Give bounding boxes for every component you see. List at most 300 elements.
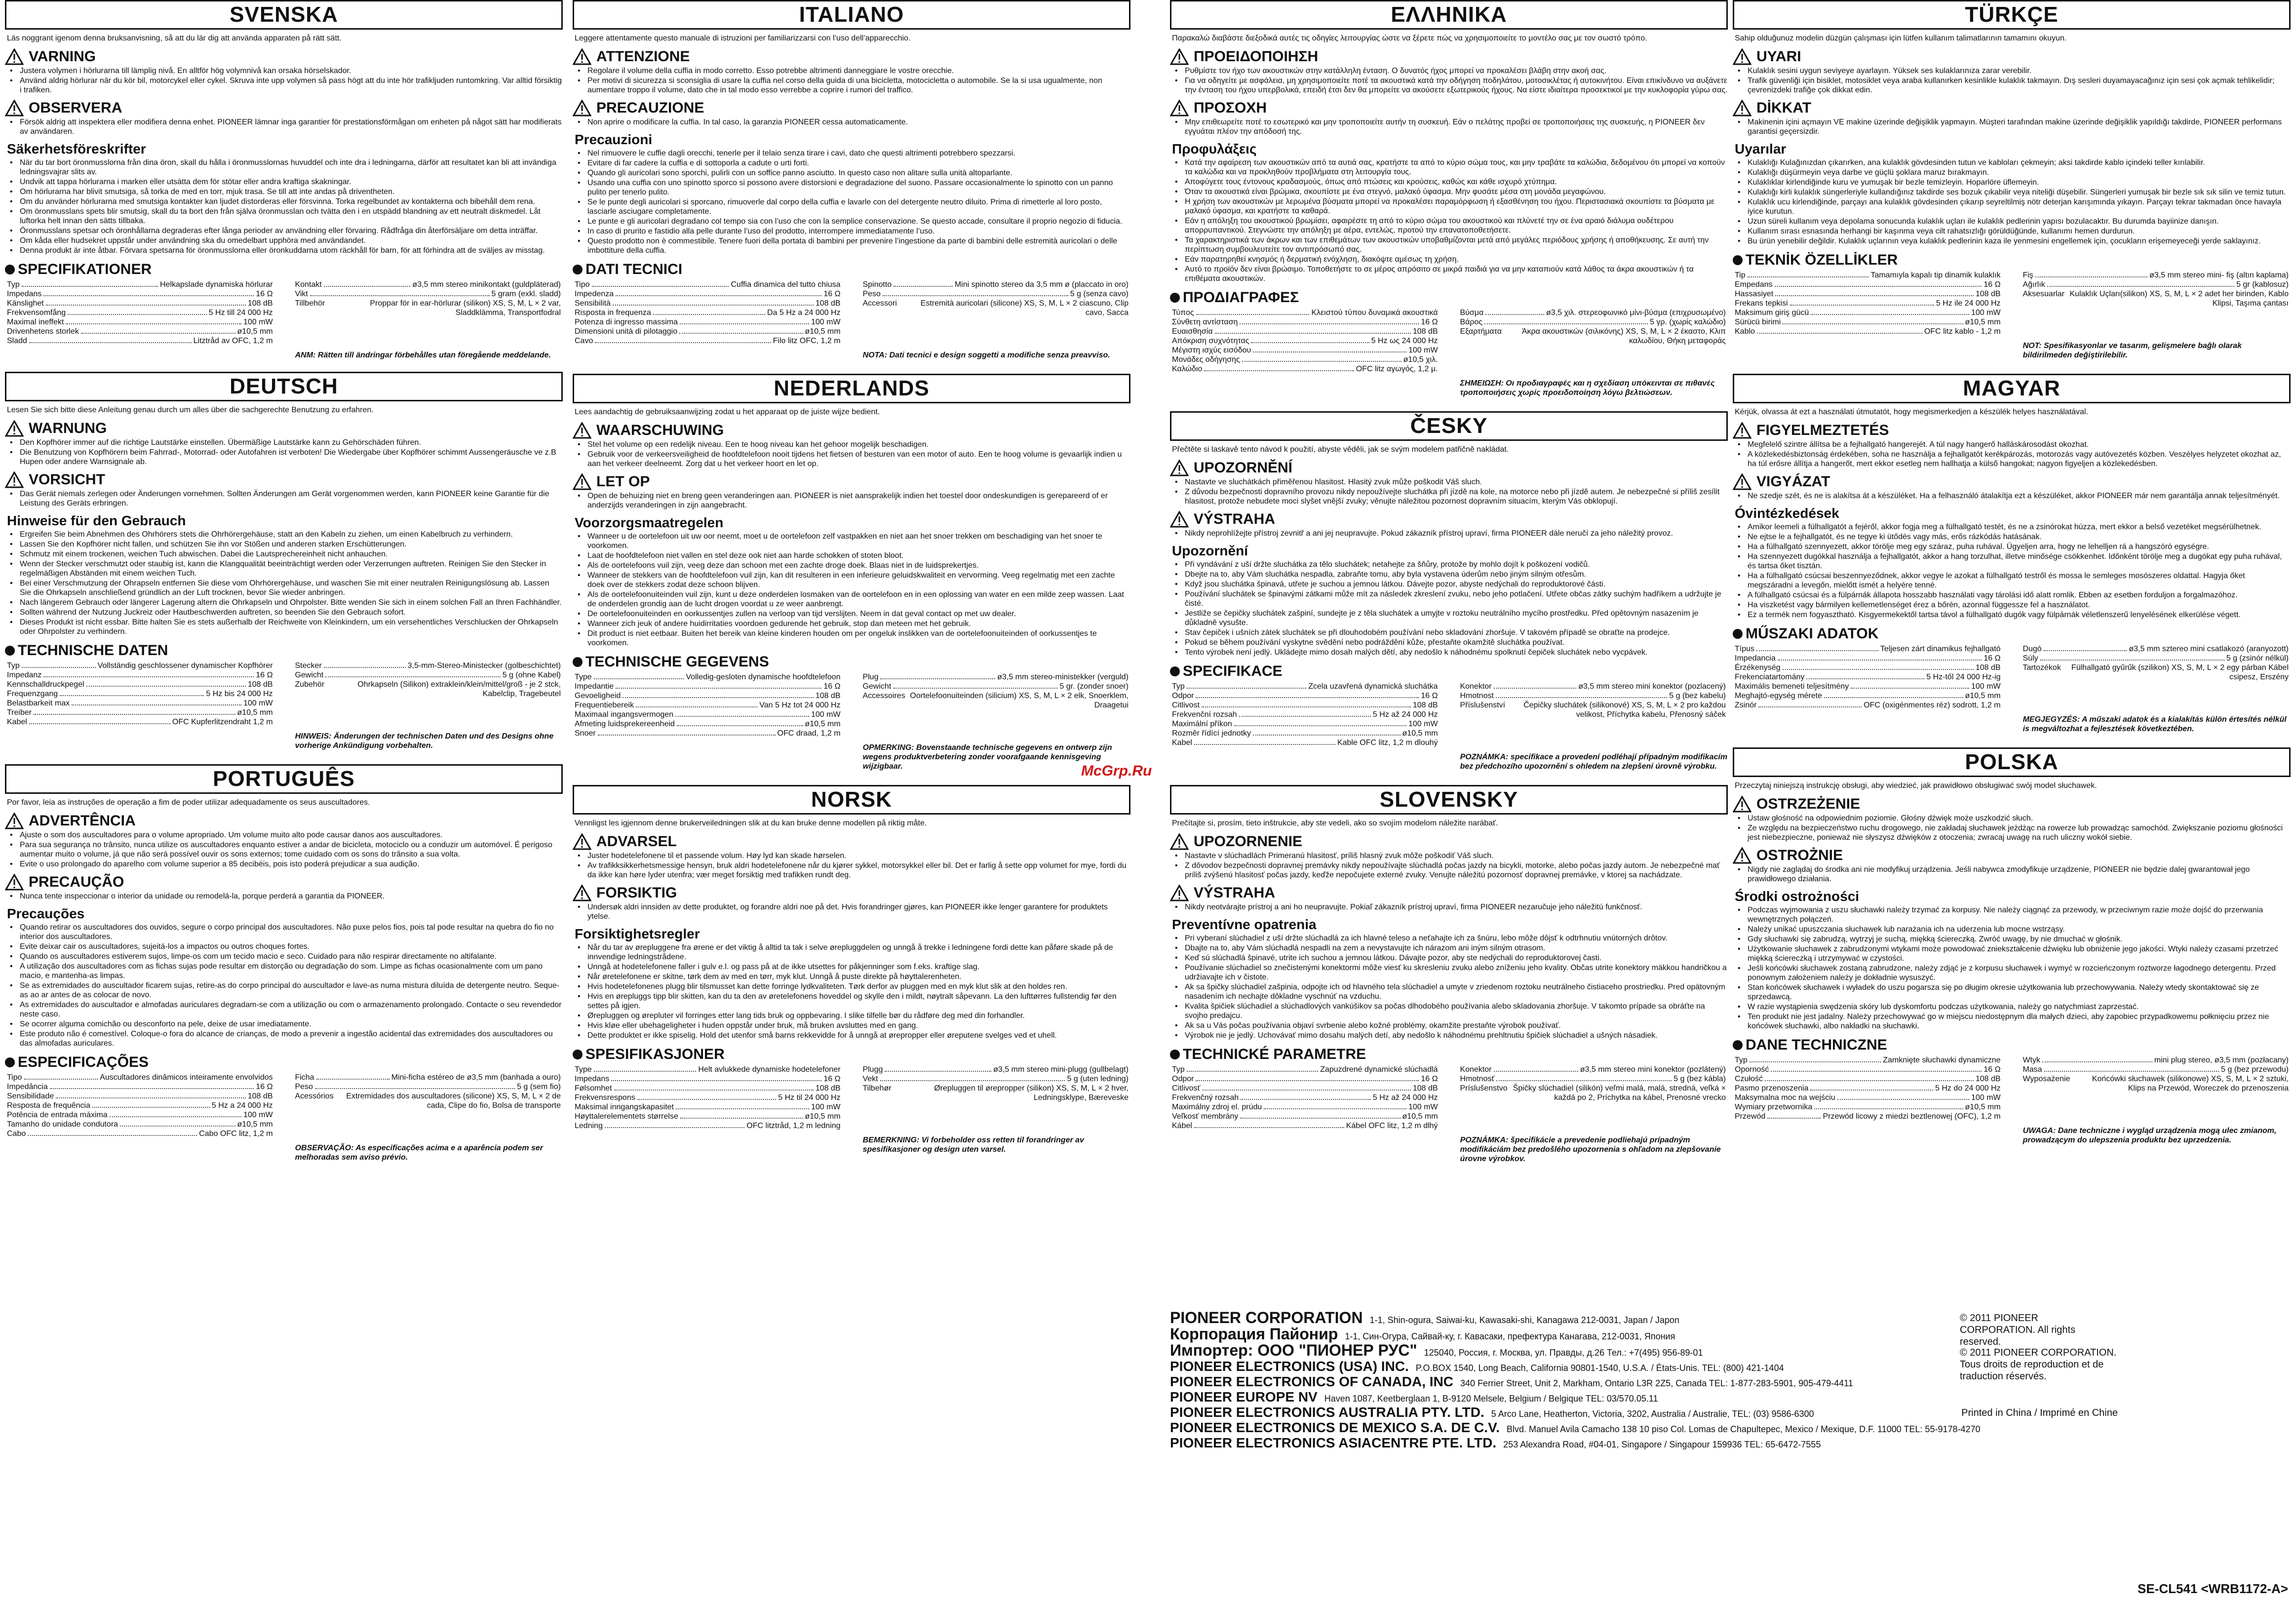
- specifications-heading: [5, 642, 563, 659]
- specifications-table: [5, 661, 563, 727]
- list-item: • Gebruik voor de verkeersveiligheid de hoofdtelefoon nooit tijdens het fietsen of besturen van een motor of auto. Een te hoog volume is gevaarlijk indien u aan het verkeer deelneemt. Zorg dat u het verkeer hoort en let op.: [587, 450, 1130, 469]
- copyright-en: © 2011 PIONEER CORPORATION. All rights reserved.: [1960, 1313, 2076, 1347]
- spec-value: Extremidades dos auscultadores (silicone) XS, S, M, L × 2 de cada, Clipe do fio, Bolsa de transporte: [346, 1092, 561, 1110]
- section-title: NEDERLANDS: [573, 374, 1130, 403]
- list-item: • Dit product is niet eetbaar. Buiten het bereik van kleine kinderen houden om per ongeluk inslikken van de oortelefoonuiteinden of oorkussentjes te voorkomen.: [587, 629, 1130, 648]
- list-item: • Dbajte na to, aby Vám slúchadlá nespadli na zem a nevystavujte ich nárazom ani iným silným otrasom.: [1185, 943, 1728, 953]
- spec-row: [1172, 682, 1438, 691]
- spec-leader: [1202, 701, 1411, 707]
- spec-row: [1735, 317, 2001, 327]
- spec-leader: [1485, 308, 1544, 315]
- specs-left: [7, 1073, 273, 1138]
- spec-key: Εξαρτήματα: [1460, 327, 1502, 336]
- spec-row: [1172, 336, 1438, 346]
- list-item: • Quando retirar os auscultadores dos ouvidos, segure o corpo principal dos auscultadores. Não puxe pelos fios, pois tal pode resultar na quebra do fio no interior dos auscultadores.: [20, 923, 563, 941]
- spec-value: 5 Hz til 24 000 Hz: [778, 1093, 841, 1102]
- spec-value: 100 mW: [1408, 346, 1438, 354]
- spec-row: [1460, 1065, 1726, 1074]
- spec-value: 100 mW: [811, 710, 841, 719]
- warning-list: [1170, 851, 1728, 880]
- spec-leader: [29, 717, 170, 724]
- list-item: • Bu ürün yenebilir değildir. Kulaklık uçlarının veya kulaklık pedlerinin kaza ile yenmesini engellemek için, çocukların erişemeyeceği yerde saklayınız.: [1748, 236, 2291, 246]
- spec-row: [575, 1065, 841, 1074]
- spec-value: ø10,5 mm: [237, 1120, 273, 1129]
- model-number: SE-CL541 <WRB1172-A>: [2138, 1581, 2288, 1596]
- spec-leader: [611, 1074, 821, 1081]
- spec-key: Impedanz: [7, 671, 42, 679]
- spec-row: [2023, 280, 2289, 289]
- spec-key: Καλώδιο: [1172, 365, 1203, 373]
- spec-key: Kennschalldruckpegel: [7, 680, 84, 689]
- spec-leader: [636, 701, 757, 707]
- company-address: 1-1, Син-Огура, Сайвай-ку, г. Кавасаки, префектура Канагава, 212-0031, Япония: [1345, 1331, 1675, 1341]
- list-item: • Ha viszketést vagy bármilyen kellemetlenséget érez a bőrén, azonnal függessze fel a használatot.: [1748, 600, 2291, 610]
- specifications-table: [573, 672, 1130, 738]
- list-item: • Ha szennyezett dugókkal használja a fejhallgatót, akkor a hang torzulhat, illetve minősége csökkenhet. Időnként törölje meg a dugókat egy puha ruhával, és tartsa őket tisztán.: [1748, 552, 2291, 571]
- spec-note: BEMERKNING: Vi forbeholder oss retten til forandringer av spesifikasjoner og design uten varsel.: [862, 1136, 1084, 1154]
- list-item: • Podczas wyjmowania z uszu słuchawki należy trzymać za korpusy. Nie należy ciągnąć za przewody, w przeciwnym razie może dojść do przerwania wewnętrznych połączeń.: [1748, 905, 2291, 924]
- spec-row: [7, 280, 273, 289]
- spec-row: [1460, 701, 1726, 719]
- specs-right: [1455, 1065, 1726, 1131]
- spec-row: [1172, 1093, 1438, 1102]
- list-item: • Non aprire o modificare la cuffia. In tal caso, la garanzia PIONEER cessa automaticamente.: [587, 117, 1130, 127]
- caution-heading: [1733, 847, 2291, 864]
- spec-leader: [1811, 308, 1969, 315]
- spec-key: Snoer: [575, 729, 596, 738]
- list-item: • Trafik güvenliği için bisiklet, motosiklet veya araba kullanırken kesinlikle kulaklık takmayın. Dış sesleri duyamayacağınız için sesi çok açmak tehlikelidir; çevrenizdeki trafiğe çok dikkat edin.: [1748, 76, 2291, 95]
- list-item: • A közlekedésbiztonság érdekében, soha ne használja a fejhallgatót kerékpározás, motorozás vagy autóvezetés közben. Veszélyes helyzetet okozhat az, ha túl erősre állítja a hangerőt, mert ekkor esetleg nem hallhatja a külső hangokat; nagyon figyeljen a közlekedésben.: [1748, 450, 2291, 469]
- spec-row: [1460, 308, 1726, 317]
- bullet-dot-icon: [573, 657, 583, 667]
- caution-title: VÝSTRAHA: [1194, 885, 1276, 901]
- list-item: • Εάν παρατηρηθεί κνησμός ή δερματική ενόχληση, διακόψτε αμέσως τη χρήση.: [1185, 255, 1728, 264]
- specifications-title: ΠΡΟΔΙΑΓΡΑΦΕΣ: [1183, 289, 1299, 306]
- warning-triangle-icon: [5, 48, 24, 65]
- spec-leader: [1239, 710, 1371, 717]
- list-item: • Usando una cuffia con uno spinotto sporco si possono avere distorsioni e degradazione del suono. Passare occasionalmente lo spinotto con un panno pulito per tenerlo pulito.: [587, 178, 1130, 197]
- precautions-list: [1170, 934, 1728, 1040]
- spec-key: Zsinór: [1735, 701, 1757, 709]
- spec-value: Litztråd av OFC, 1,2 m: [193, 337, 273, 345]
- spec-value: Fülhallgató gyűrűk (szilikon) XS, S, M, L × 2 egy párban Kábel csipesz, Erszény: [2071, 664, 2289, 681]
- spec-key: Tillbehör: [295, 299, 325, 308]
- spec-row: [7, 699, 273, 708]
- bullet-dot-icon: [1733, 255, 1743, 265]
- spec-value: ø10,5 mm: [1965, 692, 2001, 700]
- spec-value: ø3,5 mm stereo mini-plugg (gullbelagt): [993, 1065, 1129, 1074]
- spec-key: Impedans: [575, 1075, 610, 1083]
- caution-heading: [573, 100, 1130, 117]
- warning-triangle-icon: [573, 48, 591, 65]
- spec-value: Κλειστού τύπου δυναμικά ακουστικά: [1311, 309, 1438, 317]
- warning-heading: [1733, 422, 2291, 439]
- precautions-heading: Środki ostrożności: [1735, 889, 1860, 904]
- caution-list: [1170, 117, 1728, 136]
- company-address: P.O.BOX 1540, Long Beach, California 90801-1540, U.S.A. / États-Unis. TEL: (800) 421-1404: [1415, 1363, 1784, 1373]
- spec-key: Typ: [1172, 1065, 1185, 1074]
- specs-right: [2018, 1055, 2289, 1121]
- specs-right: [1455, 308, 1726, 374]
- list-item: • Bei einer Verschmutzung der Ohrapseln entfernen Sie diese vom Ohrhörergehäuse, und waschen Sie mit einer neutralen Reinigungslösung ab. Lassen Sie die Ohrkapseln anschließend gründlich an der Luft trocknen, bevor Sie wieder anbringen.: [20, 579, 563, 597]
- list-item: • Om kåda eller hudsekret uppstår under användning ska du omedelbart upphöra med användandet.: [20, 236, 563, 245]
- spec-value: Ørepluggen til ørepropper (silikon) XS, S, M, L × 2 hver, Ledningsklype, Bæreveske: [934, 1084, 1129, 1102]
- company-address: 253 Alexandra Road, #04-01, Singapore / Singapour 159936 TEL: 65-6472-7555: [1503, 1440, 1821, 1449]
- list-item: • W razie wystąpienia swędzenia skóry lub dyskomfortu podczas użytkowania, należy go natychmiast zaprzestać.: [1748, 1002, 2291, 1012]
- warning-triangle-icon: [1733, 48, 1751, 65]
- spec-note: NOTA: Dati tecnici e design soggetti a modifiche senza preavviso.: [862, 351, 1110, 359]
- spec-key: Sensibilidade: [7, 1092, 54, 1100]
- list-item: • Η χρήση των ακουστικών με λερωμένα βύσματα μπορεί να προκαλέσει παραμόρφωση ή εξασθένηση του ήχου. Περιστασιακά σκουπίστε τα βύσματα με μαλακό ύφασμα, και κρατήστε τα καθαρά.: [1185, 197, 1728, 216]
- list-item: • Använd aldrig hörlurar när du kör bil, motorcykel eller cykel. Skruva inte upp volymen så pass högt att du inte hör trafikljuden runtomkring. Var alltid försiktig i trafiken.: [20, 76, 563, 95]
- spec-value: Oortelefoonuiteinden (silicium) XS, S, M, L × 2 elk, Snoerklem, Draagetui: [910, 692, 1129, 709]
- spec-value: 5 g (bez kabelu): [1669, 692, 1726, 700]
- warning-triangle-icon: [1170, 460, 1189, 476]
- spec-leader: [81, 327, 235, 334]
- spec-row: [7, 289, 273, 299]
- spec-row: [2023, 1074, 2289, 1093]
- company-name: PIONEER ELECTRONICS (USA) INC.: [1170, 1359, 1409, 1374]
- warning-triangle-icon: [1733, 847, 1751, 864]
- spec-value: 100 mW: [811, 1103, 841, 1111]
- warning-heading: [5, 813, 563, 829]
- spec-row: [862, 289, 1129, 299]
- list-item: • Ρυθμίστε τον ήχο των ακουστικών στην κατάλληλη ένταση. Ο δυνατός ήχος μπορεί να προκαλέσει βλάβη στην ακοή σας.: [1185, 66, 1728, 76]
- company-name: PIONEER EUROPE NV: [1170, 1389, 1318, 1405]
- spec-row: [295, 289, 561, 299]
- spec-key: Accessoires: [862, 692, 905, 700]
- spec-leader: [92, 1101, 210, 1108]
- spec-row: [7, 1120, 273, 1129]
- warning-triangle-icon: [5, 813, 24, 829]
- specs-left: [1735, 1055, 2001, 1121]
- spec-leader: [1251, 336, 1369, 343]
- spec-row: [575, 729, 841, 738]
- spec-value: ø3,5 mm sztereo mini csatlakozó (aranyozott): [2129, 645, 2289, 653]
- spec-value: Estremità auricolari (silicone) XS, S, M, L × 2 ciascuno, Clip cavo, Sacca: [920, 299, 1129, 317]
- spec-note: NOT: Spesifikasyonlar ve tasarım, gelişmelere bağlı olarak bildirilmeden değiştirilebilir.: [2023, 342, 2242, 359]
- spec-row: [575, 1102, 841, 1112]
- specs-right: [290, 661, 561, 727]
- list-item: • Τα χαρακτηριστικά των άκρων και των επιθεμάτων των ακουστικών υποβαθμίζονται μετά από μεγάλες περιόδους χρήσης ή αποθήκευσης. Σε αυτή την περίπτωση συμβουλευτείτε τον αντιπρόσωπό σας.: [1185, 235, 1728, 254]
- list-item: • Hvis hodetelefonenes plugg blir tilsmusset kan dette forringe lydkvaliteten. Tørk derfor av pluggen med en myk klut slik at den holdes ren.: [587, 982, 1130, 991]
- spec-leader: [1234, 719, 1406, 726]
- spec-row: [2023, 644, 2289, 654]
- company-name: PIONEER ELECTRONICS OF CANADA, INC: [1170, 1374, 1454, 1389]
- spec-value: ø10,5 mm: [805, 1112, 841, 1121]
- spec-value: 108 dB: [1975, 1075, 2001, 1083]
- spec-key: Veľkosť membrány: [1172, 1112, 1239, 1121]
- company-address: Blvd. Manuel Avila Camacho 138 10 piso Col. Lomas de Chapultepec, Mexico / Mexique, D.F. 11000 TEL: 55-9178-4270: [1506, 1424, 1981, 1434]
- section-title: TÜRKÇE: [1733, 0, 2291, 30]
- list-item: • Nikdy neotvárajte prístroj a ani ho neupravujte. Pokiaľ zákazník prístroj upraví, firma PIONEER nezaručuje jeho náležitú funkčnosť.: [1185, 902, 1728, 912]
- spec-value: 16 Ω: [823, 290, 841, 298]
- spec-key: Βύσμα: [1460, 309, 1484, 317]
- caution-title: ΠΡΟΣΟΧΗ: [1194, 100, 1267, 116]
- spec-note: POZNÁMKA: špecifikácie a prevedenie podliehajú prípadným modifikáciám bez predošlého upozornenia s ohľadom na zlepšovanie úrovne výrobkov.: [1460, 1136, 1721, 1163]
- spec-leader: [1204, 364, 1354, 371]
- specs-right: [290, 1073, 561, 1138]
- spec-key: Sensibilità: [575, 299, 611, 308]
- list-item: • Při vyndávání z uší držte sluchátka za tělo sluchátek; netahejte za šňůry, protože by mohlo dojít k poškození vodičů.: [1185, 560, 1728, 569]
- column-4: [1733, 0, 2291, 1159]
- spec-row: [1735, 1055, 2001, 1065]
- spec-row: [2023, 663, 2289, 682]
- spec-row: [1735, 682, 2001, 691]
- caution-list: [1170, 529, 1728, 538]
- spec-row: [1172, 355, 1438, 364]
- spec-row: [1172, 1065, 1438, 1074]
- spec-key: Typ: [7, 280, 20, 289]
- list-item: • Jeśli końcówki słuchawek zostaną zabrudzone, należy zdjąć je z korpusu słuchawek i wymyć w rozcieńczonym roztworze łagodnego detergentu. Przed ponownym założeniem należy je dokładnie wysuszyć.: [1748, 964, 2291, 982]
- spec-leader: [86, 680, 246, 687]
- company-name: PIONEER ELECTRONICS AUSTRALIA PTY. LTD.: [1170, 1405, 1484, 1420]
- spec-row: [1735, 271, 2001, 280]
- spec-value: OFC litz kablo - 1,2 m: [1924, 327, 2001, 336]
- spec-key: Odpor: [1172, 692, 1194, 700]
- list-item: • Hvis en ørepluggs tipp blir skitten, kan du ta den av øretelefonens hoveddel og skylle den i mildt, nøytralt såpevann. La den lufttørres fullstendig før den settes på igjen.: [587, 992, 1130, 1011]
- spec-row: [575, 317, 841, 327]
- list-item: • Kvalita špičiek slúchadiel a slúchadlových vankúšikov sa počas dlhodobého používania alebo skladovania zhoršuje. V takomto prípade sa obráťte na svojho predajcu.: [1185, 1002, 1728, 1020]
- spec-value: Kable OFC litz, 1,2 m dlouhý: [1337, 739, 1438, 747]
- spec-value: Helt avlukkede dynamiske hodetelefoner: [698, 1065, 841, 1074]
- spec-row: [1460, 1074, 1726, 1084]
- spec-leader: [43, 670, 254, 677]
- spec-value: Przewód licowy z miedzi beztlenowej (OFC), 1,2 m: [1823, 1112, 2001, 1121]
- spec-value: ø3,5 mm stereo mini konektor (pozlátený): [1580, 1065, 1726, 1074]
- list-item: • Αυτό το προϊόν δεν είναι βρώσιμο. Τοποθετήστε το σε μέρος απρόσιτο σε μικρά παιδιά για να μην καταπιούν κατά λάθος τα άκρα ακουστικών ή τα επιθέματα ακουστικών.: [1185, 265, 1728, 283]
- caution-heading: [573, 473, 1130, 490]
- list-item: • Se ocorrer alguma comichão ou desconforto na pele, deixe de usar imediatamente.: [20, 1019, 563, 1029]
- spec-value: OFC litztråd, 1,2 m ledning: [746, 1122, 841, 1130]
- caution-title: PRECAUÇÃO: [29, 874, 124, 890]
- spec-row: [1735, 644, 2001, 654]
- intro-text: Prečítajte si, prosím, tieto inštrukcie, aby ste vedeli, ako so svojím modelom náležite narábať.: [1172, 819, 1498, 827]
- section-portugues: [5, 764, 563, 1162]
- spec-row: [7, 661, 273, 670]
- spec-row: [862, 672, 1129, 682]
- spec-leader: [1484, 317, 1648, 324]
- spec-row: [1735, 280, 2001, 289]
- spec-leader: [1767, 1112, 1821, 1119]
- spec-row: [575, 701, 841, 710]
- spec-key: Frekvenčný rozsah: [1172, 1093, 1239, 1102]
- spec-key: Érzékenység: [1735, 664, 1781, 672]
- spec-key: Konektor: [1460, 1065, 1492, 1074]
- spec-leader: [1771, 1065, 1982, 1072]
- spec-leader: [1196, 691, 1419, 698]
- spec-row: [7, 317, 273, 327]
- spec-value: Kábel OFC litz, 1,2 m dlhý: [1346, 1122, 1438, 1130]
- precautions-list: [573, 943, 1130, 1040]
- company-address: 340 Ferrier Street, Unit 2, Markham, Ontario L3R 2Z5, Canada TEL: 1-877-283-5901, 905-479-4411: [1460, 1378, 1853, 1388]
- spec-value: ø10,5 χιλ.: [1403, 355, 1438, 364]
- spec-key: Kabel: [1172, 739, 1192, 747]
- spec-row: [1460, 691, 1726, 701]
- spec-row: [1172, 317, 1438, 327]
- spec-row: [7, 308, 273, 317]
- spec-value: Mini spinotto stereo da 3,5 mm ø (placcato in oro): [954, 280, 1129, 289]
- precautions-list: [1170, 158, 1728, 283]
- spec-row: [1460, 327, 1726, 346]
- spec-note: MEGJEGYZÉS: A műszaki adatok és a kialakítás külön értesítés nélkül is megváltozhat a fejlesztések következtében.: [2023, 715, 2287, 733]
- section-title: ČESKY: [1170, 411, 1728, 441]
- spec-leader: [653, 308, 765, 315]
- section-slovensky: [1170, 785, 1728, 1164]
- spec-leader: [1194, 738, 1335, 745]
- company-name: Корпорация Пайонир: [1170, 1325, 1338, 1343]
- warning-list: [5, 438, 563, 467]
- precautions-list: [1733, 905, 2291, 1031]
- spec-value: 5 Hz bis 24 000 Hz: [206, 690, 273, 698]
- list-item: • Makinenin içini açmayın VE makine üzerinde değişiklik yapmayın. Müşteri tarafından makine üzerinde değişiklik yapıldığı takdirde, PIONEER performans garantisi geçersizdir.: [1748, 117, 2291, 136]
- spec-key: Potência de entrada máxima: [7, 1111, 108, 1119]
- spec-row: [295, 670, 561, 680]
- list-item: • As extremidades do auscultador e almofadas auriculares degradam-se com a utilização ou com o armazenamento prolongado. Contacte o seu revendedor neste caso.: [20, 1000, 563, 1019]
- list-item: • Lassen Sie den Kopfhörer nicht fallen, und schützen Sie ihn vor Stößen und anderen starken Erschütterungen.: [20, 540, 563, 549]
- list-item: • A utilização dos auscultadores com as fichas sujas pode resultar em distorção ou degradação do som. Limpe as fichas ocasionalmente com um pano macio, e mantenha-as limpas.: [20, 962, 563, 980]
- spec-key: Peso: [295, 1083, 313, 1091]
- precautions-list: [1733, 158, 2291, 246]
- spec-leader: [324, 280, 411, 287]
- spec-leader: [110, 1110, 241, 1117]
- warning-triangle-icon: [1733, 422, 1751, 439]
- spec-value: 108 dB: [1412, 701, 1438, 709]
- list-item: • Om öronmusslans spets blir smutsig, skall du ta bort den från själva öronmusslan och tvätta den i en utspädd blandning av ett neutralt diskmedel. Låt luftorka helt innan den sätts tillbaka.: [20, 207, 563, 226]
- section-polska: [1733, 747, 2291, 1145]
- warning-list: [573, 66, 1130, 95]
- spec-leader: [1810, 1084, 1933, 1091]
- spec-key: Tamanho do unidade condutora: [7, 1120, 118, 1129]
- spec-key: Vikt: [295, 290, 308, 298]
- company-address: Haven 1087, Keetberglaan 1, B-9120 Melsele, Belgium / Belgique TEL: 03/570.05.11: [1324, 1394, 1658, 1404]
- spec-value: ø10,5 mm: [805, 720, 841, 728]
- spec-value: 108 dB: [247, 1092, 273, 1100]
- spec-leader: [1240, 317, 1419, 324]
- spec-leader: [893, 682, 1057, 689]
- list-item: • Når øretelefonene er skitne, tørk dem av med en tørr, myk klut. Unngå å puste direkte på høyttalerenheten.: [587, 972, 1130, 981]
- specifications-title: SPESIFIKASJONER: [585, 1046, 725, 1062]
- list-item: • Nigdy nie zaglądaj do środka ani nie modyfikuj urządzenia. Jeśli nabywca zmodyfikuje urządzenie, PIONEER nie będzie dalej gwarantował jego prawidłowego działania.: [1748, 865, 2291, 884]
- bullet-dot-icon: [5, 646, 15, 656]
- section-ellinika: [1170, 0, 1728, 397]
- specifications-heading: [573, 1046, 1130, 1063]
- specs-left: [7, 661, 273, 727]
- spec-key: Kablo: [1735, 327, 1755, 336]
- spec-value: 16 Ω: [1984, 280, 2001, 289]
- warning-triangle-icon: [5, 874, 24, 891]
- spec-note: POZNÁMKA: specifikace a provedení podléhají případným modifikacím bez předchozího upozornění s ohledem na zlepšení úrovně výrobku.: [1460, 753, 1728, 771]
- spec-row: [295, 299, 561, 317]
- warning-heading: [573, 833, 1130, 850]
- list-item: • Nastavte v slúchadlách Primeranú hlasitosť, príliš hlasný zvuk môže poškodiť Váš sluch.: [1185, 851, 1728, 860]
- list-item: • När du tar bort öronmusslorna från dina öron, skall du hålla i öronmusslornas huvuddel och inte dra i ledningarna, därför att resultatet kan bli att invändiga ledningsvajrar slits av.: [20, 158, 563, 177]
- spec-value: 3,5-mm-Stereo-Ministecker (golbeschichtet): [407, 662, 561, 670]
- spec-key: Wymiary przetwornika: [1735, 1103, 1813, 1111]
- list-item: • Ze względu na bezpieczeństwo ruchu drogowego, nie zakładaj słuchawek jeżdżąc na rowerze lub prowadząc samochód. Zwiększanie poziomu głośności jest niebezpieczne, ponieważ nie słyszysz dźwięków z otoczenia; zwracaj uwagę na ruch uliczny wokół siebie.: [1748, 823, 2291, 842]
- section-title: POLSKA: [1733, 747, 2291, 777]
- spec-leader: [1494, 682, 1577, 689]
- section-title: ΕΛΛΗΝΙΚΑ: [1170, 0, 1728, 30]
- warning-triangle-icon: [573, 833, 591, 850]
- spec-row: [2023, 1055, 2289, 1065]
- spec-row: [575, 299, 841, 308]
- warning-triangle-icon: [5, 420, 24, 437]
- section-norsk: [573, 785, 1130, 1154]
- list-item: • Undvik att tappa hörlurarna i marken eller utsätta dem för stötar eller andra kraftiga skakningar.: [20, 177, 563, 187]
- spec-key: Acessórios: [295, 1092, 334, 1100]
- specifications-heading: [573, 261, 1130, 278]
- spec-row: [575, 691, 841, 701]
- warning-list: [573, 440, 1130, 469]
- spec-row: [1735, 308, 2001, 317]
- precautions-heading: Uyarılar: [1735, 141, 1787, 156]
- warning-title: WAARSCHUWING: [596, 422, 724, 438]
- warning-heading: [1170, 48, 1728, 65]
- spec-row: [575, 327, 841, 336]
- spec-row: [575, 289, 841, 299]
- bullet-dot-icon: [1733, 629, 1743, 639]
- list-item: • Należy unikać upuszczania słuchawek lub narażania ich na uderzenia lub mocne wstrząsy.: [1748, 925, 2291, 934]
- spec-value: Kulaklık Uçları(silikon) XS, S, M, L × 2 adet her birinden, Kablo Klipsi, Taşıma çantası: [2069, 290, 2289, 308]
- specifications-heading: [1170, 289, 1728, 306]
- spec-key: Příslušenství: [1460, 701, 1506, 709]
- spec-key: Tilbehør: [862, 1084, 892, 1093]
- list-item: • Den Kopfhörer immer auf die richtige Lautstärke einstellen. Übermäßige Lautstärke kann zu Gehörschäden führen.: [20, 438, 563, 447]
- warning-heading: [5, 48, 563, 65]
- warning-triangle-icon: [1733, 100, 1751, 117]
- spec-value: Końcówki słuchawek (silikonowe) XS, S, M, L × 2 sztuki, Klips na Przewód, Woreczek do przenoszenia: [2092, 1075, 2289, 1093]
- spec-key: Cabo: [7, 1130, 26, 1138]
- spec-key: Aksesuarlar: [2023, 290, 2064, 298]
- spec-key: Maximaal ingangsvermogen: [575, 710, 674, 719]
- list-item: • Dette produktet er ikke spiselig. Hold det utenfor små barns rekkevidde for å unngå at ørepropper eller øreputene svelges ved et uhell.: [587, 1031, 1130, 1040]
- footer-line: [1170, 1343, 2291, 1360]
- spec-value: Zamknięte słuchawki dynamiczne: [1883, 1056, 2001, 1064]
- spec-key: Känslighet: [7, 299, 44, 308]
- spec-leader: [1775, 289, 1974, 296]
- company-address: 5 Arco Lane, Heatherton, Victoria, 3202, Australia / Australie, TEL: (03) 9586-6300: [1491, 1409, 1814, 1419]
- spec-value: ø3,5 mm stereo minikontakt (guldpläterad): [412, 280, 561, 289]
- specifications-title: TECHNICKÉ PARAMETRE: [1183, 1046, 1366, 1062]
- column-1: [5, 0, 563, 1176]
- list-item: • Kulaklığı düşürmeyin veya darbe ve güçlü şoklara maruz bırakmayın.: [1748, 168, 2291, 177]
- section-cesky: [1170, 411, 1728, 771]
- spec-value: Proppar för in ear-hörlurar (silikon) XS, S, M, L × 2 var, Sladdklämma, Transportfodral: [370, 299, 561, 317]
- spec-leader: [1783, 317, 1963, 324]
- spec-leader: [68, 308, 207, 315]
- specs-left: [1172, 682, 1438, 747]
- specs-left: [1735, 271, 2001, 336]
- warning-title: WARNUNG: [29, 420, 107, 436]
- spec-leader: [2044, 1065, 2219, 1072]
- precautions-heading: Hinweise für den Gebrauch: [7, 513, 186, 528]
- spec-row: [7, 670, 273, 680]
- spec-row: [575, 1093, 841, 1102]
- warning-title: ADVERTÊNCIA: [29, 813, 136, 829]
- caution-heading: [1170, 100, 1728, 117]
- spec-row: [1172, 691, 1438, 701]
- spec-value: 16 Ω: [256, 1083, 273, 1091]
- spec-key: Czułość: [1735, 1075, 1763, 1083]
- warning-triangle-icon: [1170, 885, 1189, 901]
- spec-key: Kabel: [7, 718, 27, 726]
- intro-text: Läs noggrant igenom denna bruksanvisning, så att du lär dig att använda apparaten på rätt sätt.: [7, 34, 342, 42]
- list-item: • Użytkowanie słuchawek z zabrudzonymi wtykami może powodować zniekształcenie dźwięku lub obniżenie jego jakości. Wtyki należy czasami przetrzeć miękką ściereczką i utrzymywać w czystości.: [1748, 944, 2291, 963]
- spec-value: Auscultadores dinâmicos inteiramente envolvidos: [100, 1073, 273, 1082]
- spec-row: [1735, 672, 2001, 682]
- spec-key: Afmeting luidsprekereenheid: [575, 720, 675, 728]
